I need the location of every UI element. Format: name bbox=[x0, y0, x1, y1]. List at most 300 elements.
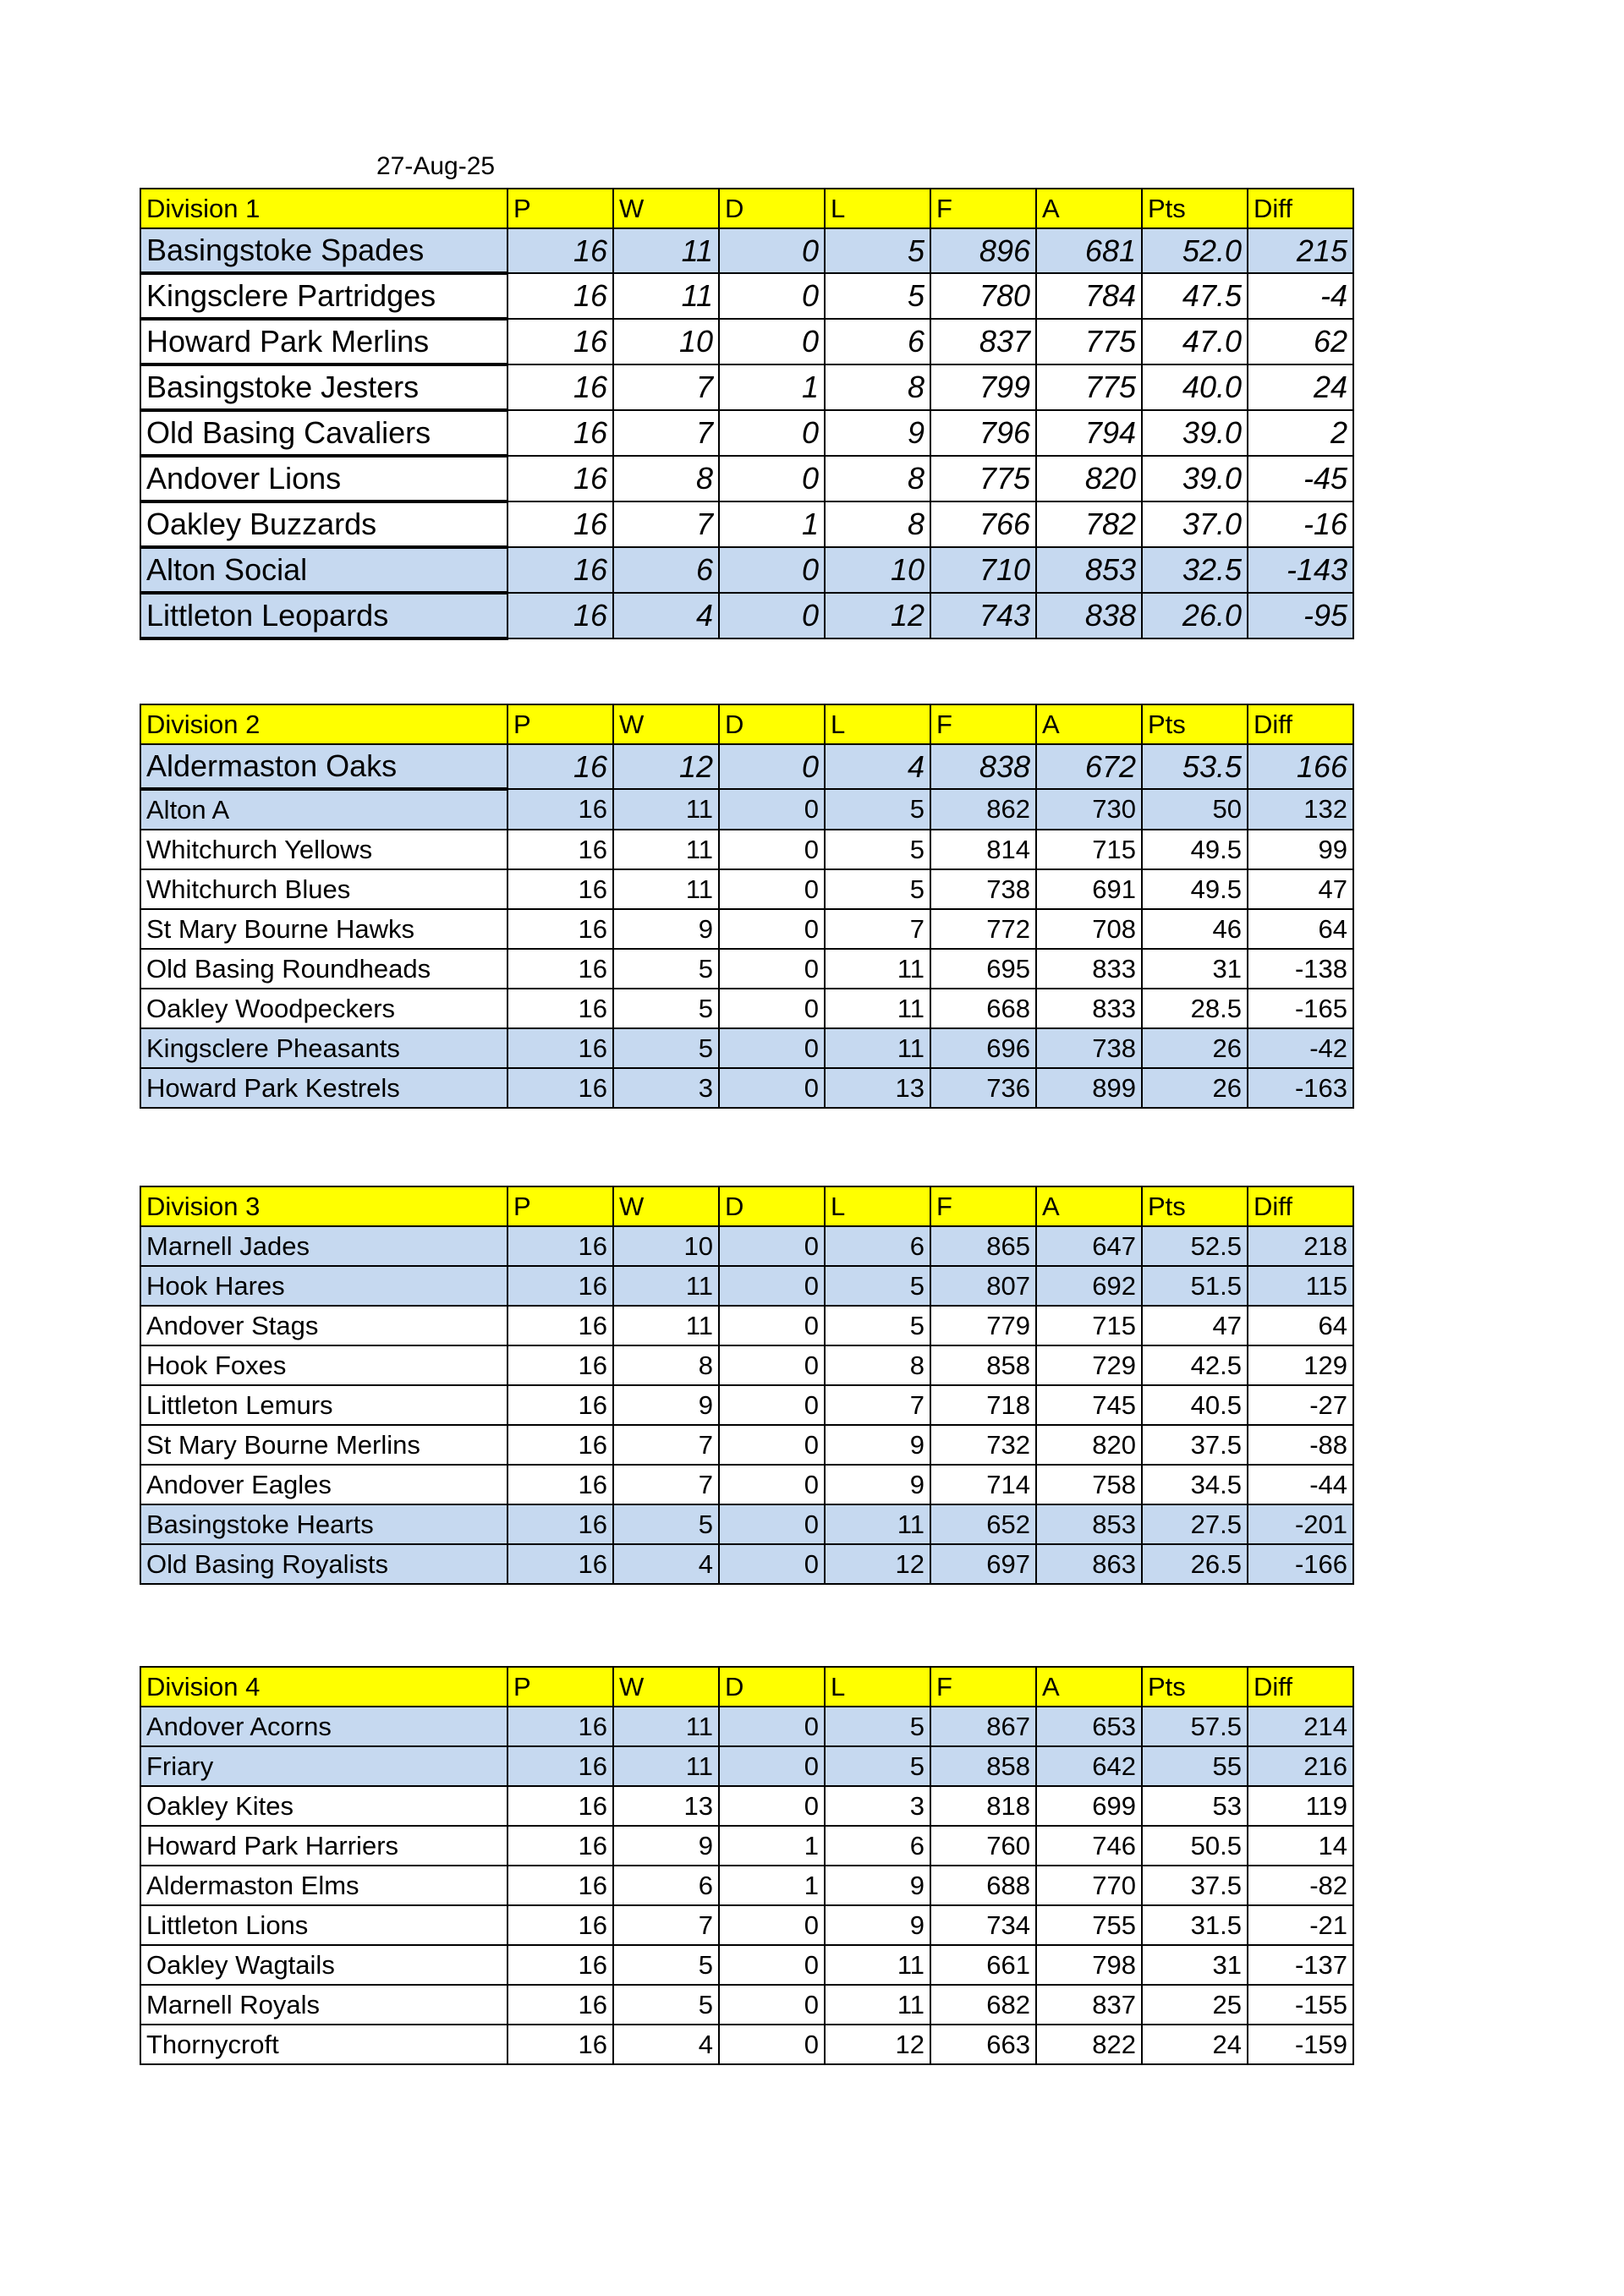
stat-f: 710 bbox=[930, 547, 1036, 593]
stat-w: 11 bbox=[613, 830, 719, 869]
stat-p: 16 bbox=[508, 1504, 613, 1544]
table-row bbox=[140, 1385, 1353, 1425]
stat-l: 8 bbox=[825, 1345, 930, 1385]
stat-diff: -165 bbox=[1248, 989, 1353, 1028]
stat-p: 16 bbox=[508, 593, 613, 638]
stat-d: 1 bbox=[719, 1826, 825, 1866]
stat-pts: 24 bbox=[1142, 2025, 1248, 2064]
stat-l: 8 bbox=[825, 456, 930, 501]
column-header-w: W bbox=[613, 704, 719, 744]
stat-w: 11 bbox=[613, 228, 719, 273]
column-header-f: F bbox=[930, 1667, 1036, 1707]
stat-f: 732 bbox=[930, 1425, 1036, 1465]
stat-l: 6 bbox=[825, 1826, 930, 1866]
stat-p: 16 bbox=[508, 744, 613, 789]
team-name: Oakley Kites bbox=[140, 1786, 508, 1826]
division-title: Division 2 bbox=[140, 704, 508, 744]
column-header-f: F bbox=[930, 704, 1036, 744]
stat-f: 734 bbox=[930, 1905, 1036, 1945]
stat-p: 16 bbox=[508, 1266, 613, 1306]
table-row bbox=[140, 1945, 1353, 1985]
table-row bbox=[140, 1345, 1353, 1385]
column-header-f: F bbox=[930, 1186, 1036, 1226]
stat-w: 8 bbox=[613, 1345, 719, 1385]
stat-diff: -88 bbox=[1248, 1425, 1353, 1465]
column-header-pts: Pts bbox=[1142, 704, 1248, 744]
stat-d: 0 bbox=[719, 1945, 825, 1985]
stat-l: 5 bbox=[825, 1746, 930, 1786]
stat-l: 5 bbox=[825, 228, 930, 273]
stat-pts: 52.0 bbox=[1142, 228, 1248, 273]
stat-l: 6 bbox=[825, 319, 930, 364]
stat-d: 0 bbox=[719, 1306, 825, 1345]
stat-l: 11 bbox=[825, 1945, 930, 1985]
stat-f: 896 bbox=[930, 228, 1036, 273]
team-name: Alton Social bbox=[140, 547, 508, 593]
stat-a: 820 bbox=[1036, 1425, 1142, 1465]
stat-f: 865 bbox=[930, 1226, 1036, 1266]
stat-pts: 51.5 bbox=[1142, 1266, 1248, 1306]
stat-p: 16 bbox=[508, 789, 613, 830]
column-header-d: D bbox=[719, 189, 825, 228]
stat-f: 862 bbox=[930, 789, 1036, 830]
stat-a: 746 bbox=[1036, 1826, 1142, 1866]
stat-a: 642 bbox=[1036, 1746, 1142, 1786]
stat-l: 12 bbox=[825, 593, 930, 638]
stat-l: 12 bbox=[825, 2025, 930, 2064]
stat-w: 12 bbox=[613, 744, 719, 789]
stat-a: 775 bbox=[1036, 364, 1142, 410]
team-name: Littleton Leopards bbox=[140, 593, 508, 638]
stat-p: 16 bbox=[508, 1826, 613, 1866]
stat-l: 8 bbox=[825, 501, 930, 547]
stat-diff: 62 bbox=[1248, 319, 1353, 364]
stat-w: 10 bbox=[613, 1226, 719, 1266]
stat-f: 682 bbox=[930, 1985, 1036, 2025]
stat-pts: 49.5 bbox=[1142, 869, 1248, 909]
stat-a: 833 bbox=[1036, 989, 1142, 1028]
stat-p: 16 bbox=[508, 1866, 613, 1905]
table-row bbox=[140, 789, 1353, 830]
stat-f: 697 bbox=[930, 1544, 1036, 1584]
team-name: Marnell Royals bbox=[140, 1985, 508, 2025]
stat-p: 16 bbox=[508, 909, 613, 949]
stat-diff: -4 bbox=[1248, 273, 1353, 319]
stat-f: 718 bbox=[930, 1385, 1036, 1425]
stat-a: 820 bbox=[1036, 456, 1142, 501]
stat-p: 16 bbox=[508, 1345, 613, 1385]
stat-pts: 28.5 bbox=[1142, 989, 1248, 1028]
stat-w: 7 bbox=[613, 364, 719, 410]
stat-l: 7 bbox=[825, 1385, 930, 1425]
column-header-a: A bbox=[1036, 704, 1142, 744]
stat-pts: 53.5 bbox=[1142, 744, 1248, 789]
stat-diff: -95 bbox=[1248, 593, 1353, 638]
team-name: Alton A bbox=[140, 789, 508, 830]
table-row bbox=[140, 989, 1353, 1028]
stat-p: 16 bbox=[508, 1544, 613, 1584]
team-name: Thornycroft bbox=[140, 2025, 508, 2064]
stat-l: 5 bbox=[825, 273, 930, 319]
team-name: Andover Lions bbox=[140, 456, 508, 501]
stat-diff: -45 bbox=[1248, 456, 1353, 501]
stat-pts: 49.5 bbox=[1142, 830, 1248, 869]
stat-l: 5 bbox=[825, 1707, 930, 1746]
stat-a: 775 bbox=[1036, 319, 1142, 364]
stat-l: 11 bbox=[825, 1504, 930, 1544]
column-header-l: L bbox=[825, 1667, 930, 1707]
stat-p: 16 bbox=[508, 1226, 613, 1266]
stat-diff: 64 bbox=[1248, 909, 1353, 949]
stat-pts: 31 bbox=[1142, 1945, 1248, 1985]
stat-diff: 2 bbox=[1248, 410, 1353, 456]
stat-a: 729 bbox=[1036, 1345, 1142, 1385]
table-row bbox=[140, 869, 1353, 909]
column-header-p: P bbox=[508, 1667, 613, 1707]
stat-d: 0 bbox=[719, 1465, 825, 1504]
stat-a: 738 bbox=[1036, 1028, 1142, 1068]
stat-a: 822 bbox=[1036, 2025, 1142, 2064]
stat-d: 0 bbox=[719, 1985, 825, 2025]
stat-pts: 34.5 bbox=[1142, 1465, 1248, 1504]
division-4-table bbox=[140, 1666, 1354, 2065]
stat-w: 9 bbox=[613, 1826, 719, 1866]
stat-a: 692 bbox=[1036, 1266, 1142, 1306]
stat-pts: 42.5 bbox=[1142, 1345, 1248, 1385]
stat-d: 0 bbox=[719, 1385, 825, 1425]
column-header-w: W bbox=[613, 1667, 719, 1707]
stat-a: 715 bbox=[1036, 1306, 1142, 1345]
stat-w: 7 bbox=[613, 501, 719, 547]
stat-a: 745 bbox=[1036, 1385, 1142, 1425]
column-header-pts: Pts bbox=[1142, 1667, 1248, 1707]
stat-f: 838 bbox=[930, 744, 1036, 789]
table-row bbox=[140, 547, 1353, 593]
table-row bbox=[140, 1746, 1353, 1786]
stat-w: 11 bbox=[613, 1707, 719, 1746]
stat-p: 16 bbox=[508, 869, 613, 909]
stat-d: 0 bbox=[719, 273, 825, 319]
stat-a: 863 bbox=[1036, 1544, 1142, 1584]
table-row bbox=[140, 1425, 1353, 1465]
stat-l: 11 bbox=[825, 1985, 930, 2025]
table-row bbox=[140, 1068, 1353, 1108]
stat-w: 5 bbox=[613, 1945, 719, 1985]
division-3-table bbox=[140, 1186, 1354, 1585]
stat-d: 0 bbox=[719, 1786, 825, 1826]
stat-f: 837 bbox=[930, 319, 1036, 364]
column-header-f: F bbox=[930, 189, 1036, 228]
stat-f: 867 bbox=[930, 1707, 1036, 1746]
stat-p: 16 bbox=[508, 1068, 613, 1108]
team-name: Aldermaston Oaks bbox=[140, 744, 508, 789]
stat-diff: 166 bbox=[1248, 744, 1353, 789]
stat-a: 853 bbox=[1036, 1504, 1142, 1544]
team-name: Whitchurch Yellows bbox=[140, 830, 508, 869]
stat-diff: -137 bbox=[1248, 1945, 1353, 1985]
table-row bbox=[140, 1826, 1353, 1866]
stat-p: 16 bbox=[508, 1985, 613, 2025]
stat-a: 730 bbox=[1036, 789, 1142, 830]
team-name: Oakley Wagtails bbox=[140, 1945, 508, 1985]
stat-d: 0 bbox=[719, 869, 825, 909]
column-header-p: P bbox=[508, 1186, 613, 1226]
stat-l: 9 bbox=[825, 1905, 930, 1945]
stat-d: 0 bbox=[719, 2025, 825, 2064]
division-header-row bbox=[140, 704, 1353, 744]
stat-w: 11 bbox=[613, 869, 719, 909]
table-row bbox=[140, 1707, 1353, 1746]
stat-pts: 32.5 bbox=[1142, 547, 1248, 593]
stat-diff: 14 bbox=[1248, 1826, 1353, 1866]
stat-w: 5 bbox=[613, 1504, 719, 1544]
table-row bbox=[140, 909, 1353, 949]
stat-f: 714 bbox=[930, 1465, 1036, 1504]
column-header-d: D bbox=[719, 1186, 825, 1226]
stat-p: 16 bbox=[508, 1707, 613, 1746]
stat-f: 696 bbox=[930, 1028, 1036, 1068]
stat-w: 10 bbox=[613, 319, 719, 364]
stat-w: 4 bbox=[613, 1544, 719, 1584]
stat-pts: 40.0 bbox=[1142, 364, 1248, 410]
table-row bbox=[140, 1905, 1353, 1945]
stat-p: 16 bbox=[508, 1306, 613, 1345]
stat-pts: 57.5 bbox=[1142, 1707, 1248, 1746]
stat-w: 7 bbox=[613, 1905, 719, 1945]
division-title: Division 3 bbox=[140, 1186, 508, 1226]
stat-a: 715 bbox=[1036, 830, 1142, 869]
division-title: Division 4 bbox=[140, 1667, 508, 1707]
stat-d: 0 bbox=[719, 593, 825, 638]
stat-w: 13 bbox=[613, 1786, 719, 1826]
table-row bbox=[140, 319, 1353, 364]
stat-p: 16 bbox=[508, 1746, 613, 1786]
team-name: Littleton Lemurs bbox=[140, 1385, 508, 1425]
division-header-row bbox=[140, 189, 1353, 228]
team-name: Howard Park Merlins bbox=[140, 319, 508, 364]
stat-diff: -16 bbox=[1248, 501, 1353, 547]
column-header-diff: Diff bbox=[1248, 704, 1353, 744]
stat-pts: 26 bbox=[1142, 1028, 1248, 1068]
team-name: Littleton Lions bbox=[140, 1905, 508, 1945]
stat-w: 6 bbox=[613, 547, 719, 593]
stat-diff: 216 bbox=[1248, 1746, 1353, 1786]
stat-w: 3 bbox=[613, 1068, 719, 1108]
stat-pts: 40.5 bbox=[1142, 1385, 1248, 1425]
stat-d: 0 bbox=[719, 789, 825, 830]
stat-diff: -27 bbox=[1248, 1385, 1353, 1425]
stat-d: 0 bbox=[719, 1707, 825, 1746]
stat-p: 16 bbox=[508, 949, 613, 989]
stat-w: 5 bbox=[613, 949, 719, 989]
stat-f: 858 bbox=[930, 1345, 1036, 1385]
stat-d: 0 bbox=[719, 909, 825, 949]
stat-pts: 47.5 bbox=[1142, 273, 1248, 319]
stat-p: 16 bbox=[508, 1465, 613, 1504]
stat-l: 4 bbox=[825, 744, 930, 789]
division-header-row bbox=[140, 1667, 1353, 1707]
stat-w: 5 bbox=[613, 1985, 719, 2025]
stat-l: 8 bbox=[825, 364, 930, 410]
stat-f: 772 bbox=[930, 909, 1036, 949]
stat-p: 16 bbox=[508, 456, 613, 501]
stat-d: 0 bbox=[719, 989, 825, 1028]
stat-pts: 39.0 bbox=[1142, 410, 1248, 456]
stat-w: 9 bbox=[613, 1385, 719, 1425]
stat-d: 0 bbox=[719, 744, 825, 789]
stat-p: 16 bbox=[508, 364, 613, 410]
stat-l: 13 bbox=[825, 1068, 930, 1108]
stat-diff: -143 bbox=[1248, 547, 1353, 593]
stat-pts: 52.5 bbox=[1142, 1226, 1248, 1266]
team-name: Old Basing Royalists bbox=[140, 1544, 508, 1584]
stat-l: 3 bbox=[825, 1786, 930, 1826]
stat-d: 0 bbox=[719, 1905, 825, 1945]
stat-d: 0 bbox=[719, 1266, 825, 1306]
stat-p: 16 bbox=[508, 1385, 613, 1425]
stat-l: 7 bbox=[825, 909, 930, 949]
stat-a: 794 bbox=[1036, 410, 1142, 456]
stat-l: 11 bbox=[825, 949, 930, 989]
stat-f: 799 bbox=[930, 364, 1036, 410]
stat-p: 16 bbox=[508, 501, 613, 547]
stat-pts: 53 bbox=[1142, 1786, 1248, 1826]
table-row bbox=[140, 744, 1353, 789]
table-row bbox=[140, 273, 1353, 319]
team-name: Aldermaston Elms bbox=[140, 1866, 508, 1905]
team-name: Howard Park Harriers bbox=[140, 1826, 508, 1866]
table-row bbox=[140, 501, 1353, 547]
stat-a: 899 bbox=[1036, 1068, 1142, 1108]
stat-a: 758 bbox=[1036, 1465, 1142, 1504]
column-header-w: W bbox=[613, 1186, 719, 1226]
division-2-table bbox=[140, 704, 1354, 1109]
stat-f: 663 bbox=[930, 2025, 1036, 2064]
column-header-l: L bbox=[825, 1186, 930, 1226]
team-name: Andover Eagles bbox=[140, 1465, 508, 1504]
stat-a: 755 bbox=[1036, 1905, 1142, 1945]
stat-a: 798 bbox=[1036, 1945, 1142, 1985]
table-row bbox=[140, 1028, 1353, 1068]
column-header-a: A bbox=[1036, 1186, 1142, 1226]
column-header-d: D bbox=[719, 1667, 825, 1707]
stat-p: 16 bbox=[508, 2025, 613, 2064]
team-name: St Mary Bourne Merlins bbox=[140, 1425, 508, 1465]
stat-pts: 50 bbox=[1142, 789, 1248, 830]
stat-d: 0 bbox=[719, 1028, 825, 1068]
table-row bbox=[140, 593, 1353, 638]
stat-a: 672 bbox=[1036, 744, 1142, 789]
column-header-a: A bbox=[1036, 1667, 1142, 1707]
stat-p: 16 bbox=[508, 228, 613, 273]
stat-f: 779 bbox=[930, 1306, 1036, 1345]
stat-d: 0 bbox=[719, 1425, 825, 1465]
stat-pts: 26.5 bbox=[1142, 1544, 1248, 1584]
column-header-p: P bbox=[508, 704, 613, 744]
stat-l: 10 bbox=[825, 547, 930, 593]
stat-l: 11 bbox=[825, 989, 930, 1028]
stat-d: 0 bbox=[719, 228, 825, 273]
stat-f: 807 bbox=[930, 1266, 1036, 1306]
stat-diff: 129 bbox=[1248, 1345, 1353, 1385]
column-header-d: D bbox=[719, 704, 825, 744]
stat-a: 681 bbox=[1036, 228, 1142, 273]
stat-p: 16 bbox=[508, 1945, 613, 1985]
division-1-table bbox=[140, 188, 1354, 640]
stat-a: 653 bbox=[1036, 1707, 1142, 1746]
table-row bbox=[140, 1786, 1353, 1826]
column-header-pts: Pts bbox=[1142, 189, 1248, 228]
stat-w: 5 bbox=[613, 1028, 719, 1068]
column-header-w: W bbox=[613, 189, 719, 228]
stat-a: 784 bbox=[1036, 273, 1142, 319]
table-row bbox=[140, 1985, 1353, 2025]
stat-d: 0 bbox=[719, 1068, 825, 1108]
stat-diff: -21 bbox=[1248, 1905, 1353, 1945]
stat-diff: -159 bbox=[1248, 2025, 1353, 2064]
stat-w: 6 bbox=[613, 1866, 719, 1905]
stat-d: 0 bbox=[719, 456, 825, 501]
division-header-row bbox=[140, 1186, 1353, 1226]
stat-diff: -44 bbox=[1248, 1465, 1353, 1504]
stat-pts: 31.5 bbox=[1142, 1905, 1248, 1945]
stat-diff: 99 bbox=[1248, 830, 1353, 869]
stat-d: 0 bbox=[719, 1746, 825, 1786]
stat-f: 661 bbox=[930, 1945, 1036, 1985]
table-row bbox=[140, 456, 1353, 501]
table-row bbox=[140, 228, 1353, 273]
stat-d: 0 bbox=[719, 949, 825, 989]
stat-l: 5 bbox=[825, 830, 930, 869]
stat-p: 16 bbox=[508, 1425, 613, 1465]
table-row bbox=[140, 1226, 1353, 1266]
table-row bbox=[140, 949, 1353, 989]
stat-diff: 132 bbox=[1248, 789, 1353, 830]
stat-diff: -42 bbox=[1248, 1028, 1353, 1068]
stat-p: 16 bbox=[508, 273, 613, 319]
team-name: Basingstoke Spades bbox=[140, 228, 508, 273]
stat-f: 814 bbox=[930, 830, 1036, 869]
stat-l: 5 bbox=[825, 1266, 930, 1306]
stat-d: 0 bbox=[719, 1226, 825, 1266]
stat-diff: 119 bbox=[1248, 1786, 1353, 1826]
stat-f: 738 bbox=[930, 869, 1036, 909]
stat-d: 0 bbox=[719, 1345, 825, 1385]
stat-a: 782 bbox=[1036, 501, 1142, 547]
table-row bbox=[140, 1866, 1353, 1905]
stat-diff: -166 bbox=[1248, 1544, 1353, 1584]
stat-f: 688 bbox=[930, 1866, 1036, 1905]
stat-w: 7 bbox=[613, 1425, 719, 1465]
stat-f: 652 bbox=[930, 1504, 1036, 1544]
team-name: Andover Stags bbox=[140, 1306, 508, 1345]
team-name: Whitchurch Blues bbox=[140, 869, 508, 909]
stat-w: 9 bbox=[613, 909, 719, 949]
table-row bbox=[140, 1266, 1353, 1306]
team-name: Basingstoke Jesters bbox=[140, 364, 508, 410]
stat-d: 1 bbox=[719, 1866, 825, 1905]
stat-p: 16 bbox=[508, 319, 613, 364]
stat-f: 780 bbox=[930, 273, 1036, 319]
stat-f: 766 bbox=[930, 501, 1036, 547]
stat-pts: 46 bbox=[1142, 909, 1248, 949]
team-name: Kingsclere Partridges bbox=[140, 273, 508, 319]
stat-pts: 37.5 bbox=[1142, 1866, 1248, 1905]
team-name: Oakley Buzzards bbox=[140, 501, 508, 547]
stat-l: 9 bbox=[825, 1866, 930, 1905]
column-header-l: L bbox=[825, 189, 930, 228]
stat-diff: 24 bbox=[1248, 364, 1353, 410]
